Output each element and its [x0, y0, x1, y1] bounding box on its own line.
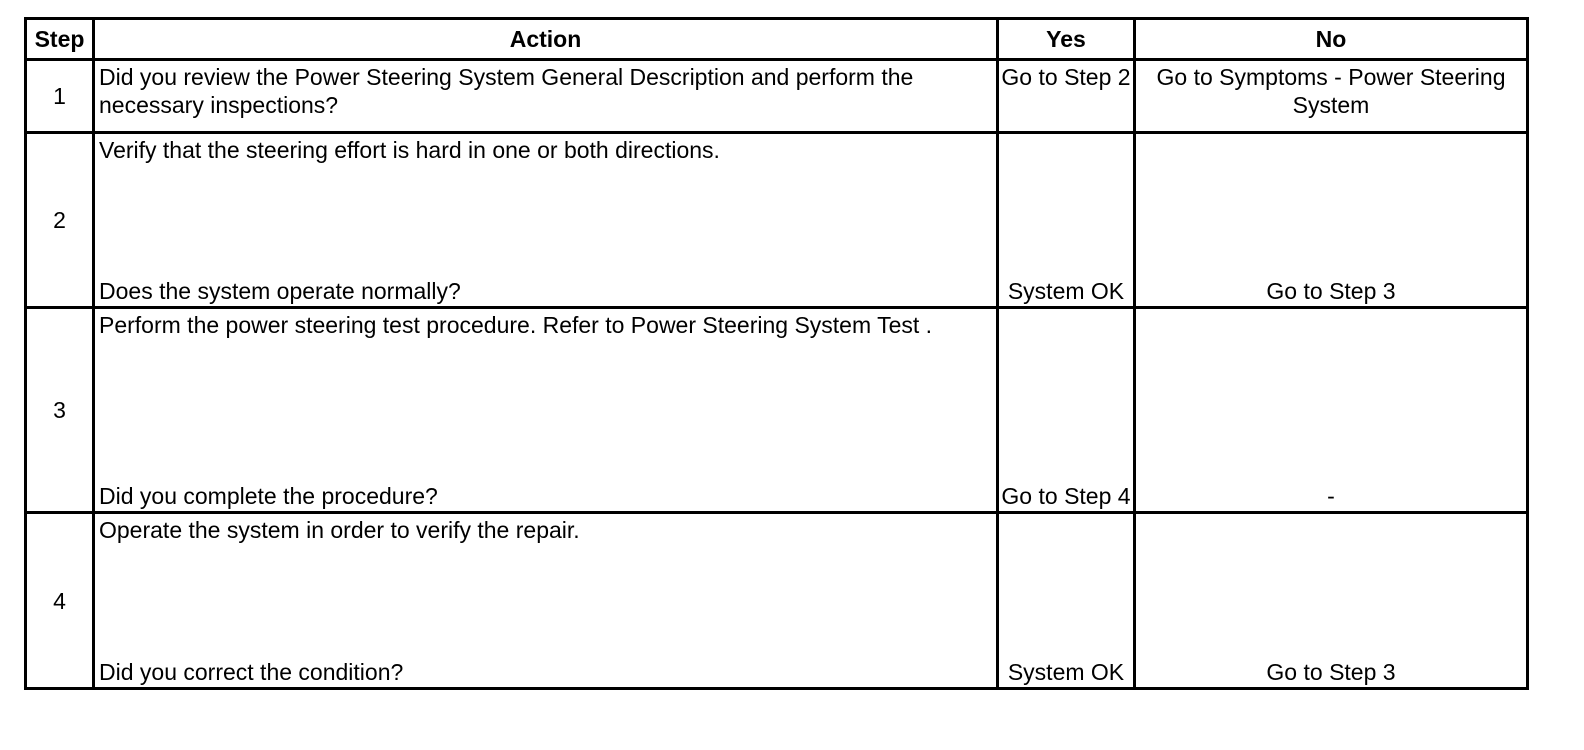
action-cell — [94, 513, 998, 689]
yes-result: System OK — [998, 513, 1135, 689]
header-step: Step — [26, 19, 94, 60]
action-cell — [94, 133, 998, 308]
action-instruction: Verify that the steering effort is hard in one or both directions. — [99, 137, 720, 163]
action-instruction: Perform the power steering test procedure. Refer to Power Steering System Test . — [99, 312, 933, 338]
action-cell — [94, 60, 998, 133]
action-question: Did you complete the procedure? — [99, 483, 438, 509]
table-row — [26, 308, 1528, 513]
yes-result: Go to Step 2 — [998, 60, 1135, 133]
no-result: Go to Symptoms - Power Steering System — [1135, 60, 1528, 133]
step-number: 3 — [26, 308, 94, 513]
no-result: - — [1135, 308, 1528, 513]
header-no: No — [1135, 19, 1528, 60]
table-header-row — [26, 19, 1528, 60]
table-row — [26, 513, 1528, 689]
no-result: Go to Step 3 — [1135, 513, 1528, 689]
step-number: 1 — [26, 60, 94, 133]
step-number: 4 — [26, 513, 94, 689]
action-question: Does the system operate normally? — [99, 278, 461, 304]
action-cell — [94, 308, 998, 513]
header-action: Action — [94, 19, 998, 60]
yes-result: System OK — [998, 133, 1135, 308]
table-row — [26, 60, 1528, 133]
table-row — [26, 133, 1528, 308]
action-question: Did you correct the condition? — [99, 659, 404, 685]
step-number: 2 — [26, 133, 94, 308]
no-result: Go to Step 3 — [1135, 133, 1528, 308]
header-yes: Yes — [998, 19, 1135, 60]
diagnostic-table — [24, 17, 1529, 690]
action-instruction: Operate the system in order to verify the repair. — [99, 517, 580, 543]
yes-result: Go to Step 4 — [998, 308, 1135, 513]
action-text: Did you review the Power Steering System General Description and perform the necessary inspections? — [99, 64, 914, 118]
